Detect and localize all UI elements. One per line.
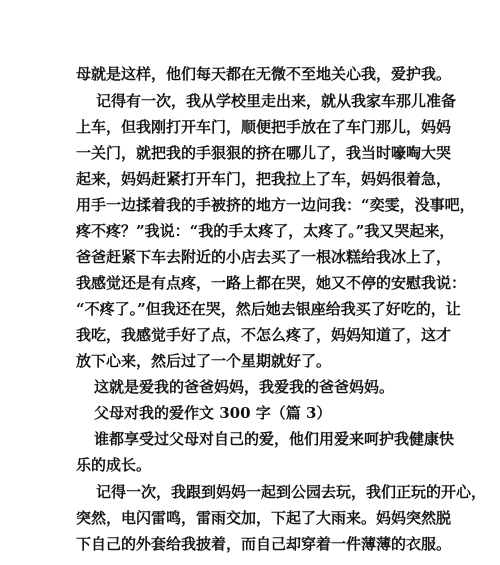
text-line: 乐的成长。 bbox=[76, 456, 152, 474]
text-line: “不疼了。”但我还在哭，然后她去银座给我买了好吃的，让 bbox=[76, 300, 461, 318]
text-line: 谁都享受过父母对自己的爱，他们用爱来呵护我健康快 bbox=[94, 430, 455, 448]
text-line: 起来，妈妈赶紧打开车门，把我拉上了车，妈妈很着急， bbox=[76, 170, 452, 188]
text-line: 下自己的外套给我披着，而自己却穿着一件薄薄的衣服。 bbox=[76, 535, 452, 553]
text-line: 我感觉还是有点疼，一路上都在哭，她又不停的安慰我说： bbox=[76, 274, 467, 292]
text-line: 突然，电闪雷鸣，雷雨交加，下起了大雨来。妈妈突然脱 bbox=[76, 509, 452, 527]
text-line: 记得有一次，我从学校里走出来，就从我家车那儿准备 bbox=[96, 92, 457, 110]
text-line: 我吃，我感觉手好了点，不怎么疼了，妈妈知道了，这才 bbox=[76, 326, 452, 344]
text-line: 上车，但我刚打开车门，顺便把手放在了车门那儿，妈妈 bbox=[76, 118, 452, 136]
text-line: 记得一次，我跟到妈妈一起到公园去玩，我们正玩的开心， bbox=[96, 483, 487, 501]
text-line: 一关门，就把我的手狠狠的挤在哪儿了，我当时嚎啕大哭 bbox=[76, 144, 452, 162]
section-heading: 父母对我的爱作文 300 字（篇 3） bbox=[94, 404, 332, 422]
text-line: 用手一边揉着我的手被挤的地方一边问我：“奕雯，没事吧， bbox=[76, 196, 475, 214]
text-line: 放下心来，然后过了一个星期就好了。 bbox=[76, 352, 332, 370]
text-line: 疼不疼？”我说：“我的手太疼了，太疼了。”我又哭起来， bbox=[76, 222, 455, 240]
text-line: 爸爸赶紧下车去附近的小店去买了一根冰糕给我冰上了， bbox=[76, 248, 452, 266]
text-line: 母就是这样，他们每天都在无微不至地关心我，爱护我。 bbox=[76, 65, 452, 83]
text-line: 这就是爱我的爸爸妈妈，我爱我的爸爸妈妈。 bbox=[94, 378, 395, 396]
